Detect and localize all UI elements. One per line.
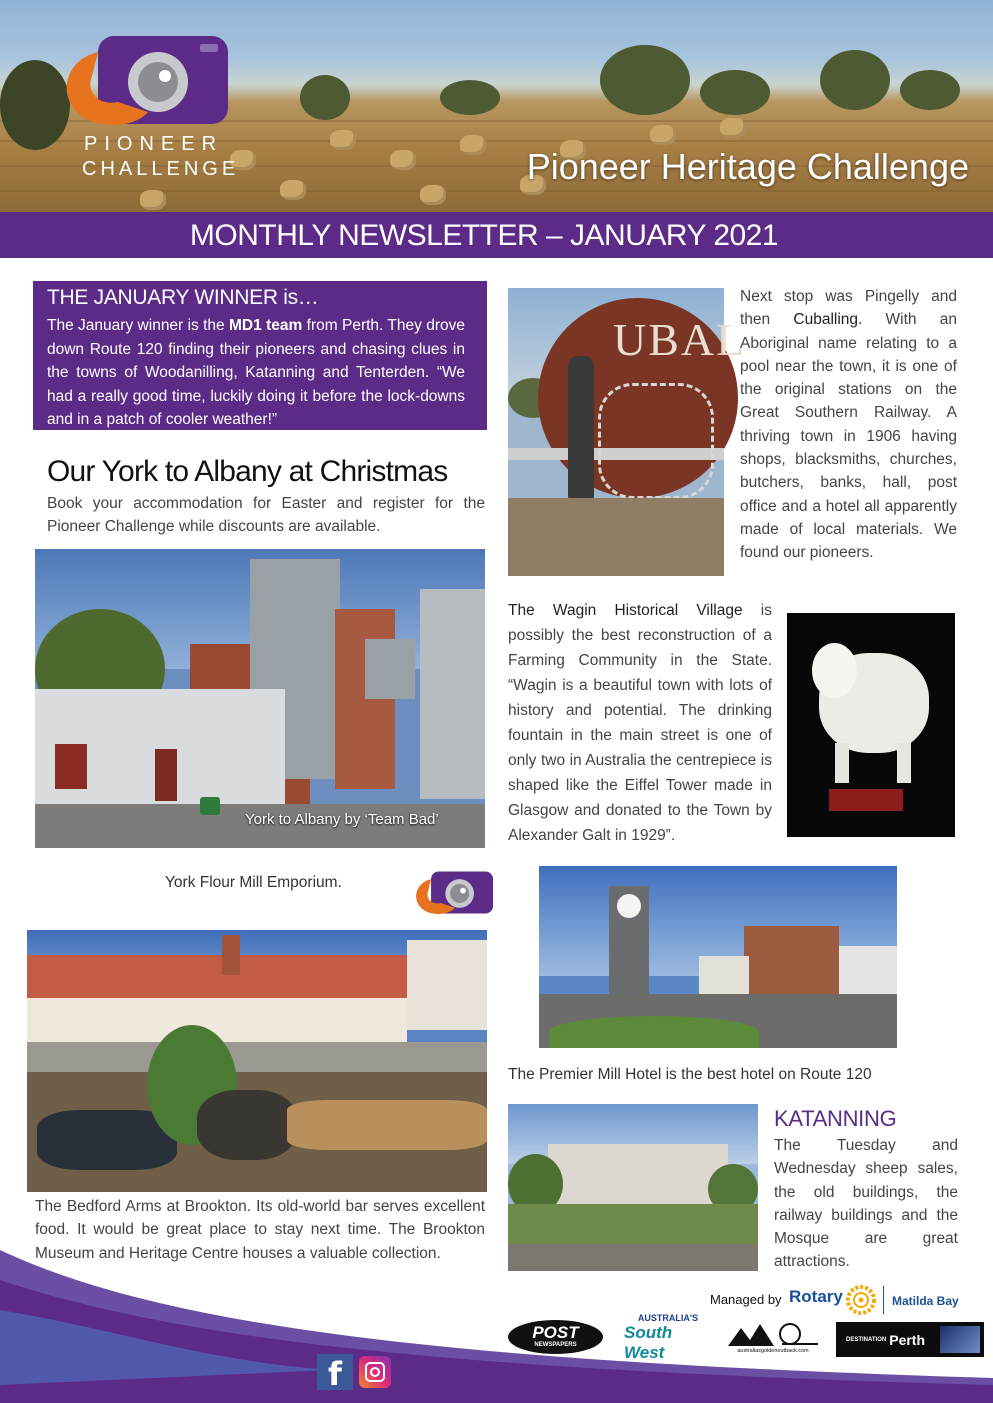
- destination-label: DESTINATION: [846, 1336, 887, 1343]
- winner-heading: THE JANUARY WINNER is…: [47, 286, 319, 309]
- perth-label: Perth: [889, 1331, 926, 1348]
- wagin-place: The Wagin Historical Village: [508, 602, 743, 619]
- cuballing-photo: [508, 288, 747, 576]
- golden-outback-url: australiasgoldenoutback.com: [737, 1348, 809, 1354]
- winner-text: [47, 314, 465, 432]
- instagram-icon[interactable]: [359, 1356, 391, 1388]
- logo-text-challenge: CHALLENGE: [82, 158, 240, 180]
- wagin-text-end: is possibly the best reconstruction of a Farming Community in the State. “Wagin is a beautiful town with lots of history and potential. The drinking fountain in the main street is one of only two in Australia the centrepiece is shaped like the Eiffel Tower made in Glasgow and donated to the Town by Alexander Galt in 1929”.: [508, 602, 772, 844]
- pioneer-challenge-logo: [58, 32, 230, 130]
- katanning-heading: KATANNING: [774, 1106, 897, 1131]
- cuballing-text-end: With an Aboriginal name relating to a pool near the town, it is one of the original stations on the Great Southern Railway. A thriving town in 1906 having shops, blacksmiths, churches, butchers, banks, hall, post office and a hotel all apparently made of local materials. We found our pioneers.: [740, 311, 957, 562]
- facebook-icon[interactable]: f: [317, 1354, 353, 1390]
- small-logo-icon: [412, 868, 494, 918]
- wagin-ram-photo: [787, 613, 955, 837]
- header-title: Pioneer Heritage Challenge: [526, 146, 969, 187]
- rotary-divider: [883, 1286, 884, 1314]
- golden-outback-logo[interactable]: [726, 1318, 820, 1358]
- managed-by-label: Managed by: [710, 1292, 782, 1307]
- york-photo-overlay: York to Albany by ‘Team Bad’: [245, 811, 439, 828]
- winner-text-end: from Perth. They drove down Route 120 finding their pioneers and chasing clues in the towns of Woodanilling, Katanning and Tenterden. “We had a really good time, luckily doing it before the lock-downs and in a patch of cooler weather!”: [47, 317, 465, 428]
- golden-outback-icon: [726, 1322, 820, 1348]
- premier-mill-caption: The Premier Mill Hotel is the best hotel on Route 120: [508, 1066, 872, 1083]
- post-newspapers-logo[interactable]: [508, 1320, 603, 1354]
- matilda-bay-label: Matilda Bay: [892, 1294, 959, 1308]
- cuballing-text-start: Next stop was Pingelly and then: [740, 288, 957, 329]
- katanning-text: The Tuesday and Wednesday sheep sales, the old buildings, the railway buildings and the Mosque are great attractions.: [774, 1137, 958, 1271]
- rotary-wheel-icon: [846, 1285, 876, 1315]
- cuballing-text: [740, 285, 957, 565]
- south-west-logo-main: South West: [624, 1323, 673, 1362]
- wagin-text: [508, 598, 772, 848]
- footer-wave: [0, 1210, 993, 1403]
- post-logo-subtext: NEWSPAPERS: [534, 1342, 577, 1348]
- rotary-label: Rotary: [789, 1287, 843, 1306]
- post-logo-text: POST: [532, 1323, 579, 1342]
- cuballing-place: Cuballing.: [793, 311, 863, 329]
- winner-team: MD1 team: [229, 317, 303, 334]
- cuballing-sign-text: UBAL: [613, 314, 747, 365]
- perth-skyline-icon: [940, 1326, 980, 1353]
- south-west-logo-top: AUSTRALIA'S: [637, 1313, 699, 1323]
- york-intro-text: Book your accommodation for Easter and register for the Pioneer Challenge while discounts are available.: [47, 495, 485, 536]
- york-photo-caption: York Flour Mill Emporium.: [165, 874, 342, 891]
- australias-south-west-logo[interactable]: [624, 1313, 712, 1362]
- destination-perth-logo[interactable]: [836, 1322, 984, 1357]
- winner-text-start: The January winner is the: [47, 317, 230, 334]
- premier-mill-hotel-photo: [539, 866, 897, 1048]
- newsletter-title: MONTHLY NEWSLETTER – JANUARY 2021: [189, 219, 779, 252]
- bedford-arms-photo: [27, 930, 487, 1192]
- york-heading: Our York to Albany at Christmas: [47, 455, 448, 488]
- york-flour-mill-photo: [35, 549, 485, 848]
- bedford-caption: The Bedford Arms at Brookton. Its old-world bar serves excellent food. It would be great place to stay next time. The Brookton Museum and Heritage Centre houses a valuable collection.: [35, 1198, 485, 1262]
- logo-text-pioneer: PIONEER: [84, 133, 224, 155]
